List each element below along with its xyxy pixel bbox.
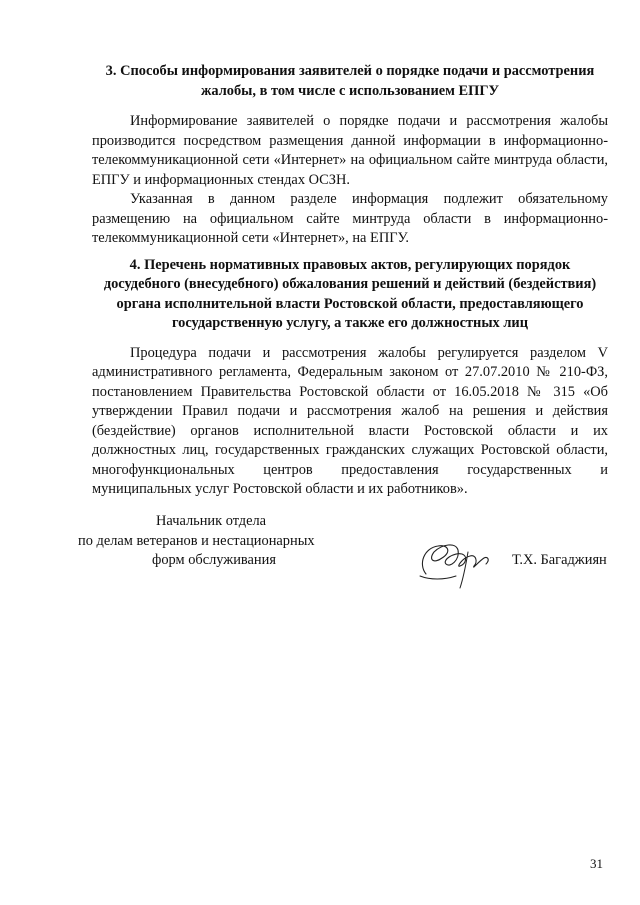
position-line-3: форм обслуживания xyxy=(152,552,276,568)
signer-name: Т.Х. Багаджиян xyxy=(512,552,607,568)
section-3-heading: 3. Способы информирования заявителей о порядке подачи и рассмотрения жалобы, в том числе с использованием ЕПГУ xyxy=(105,63,595,99)
signatory-position xyxy=(78,512,338,571)
section-3-paragraph-2: Указанная в данном разделе информация подлежит обязательному размещению на официальном сайте минтруда области в информационно-телекоммуникационной сети «Интернет», на ЕПГУ. xyxy=(92,191,608,246)
section-4-heading: 4. Перечень нормативных правовых актов, регулирующих порядок досудебного (внесудебного) обжалования решений и действий (бездействия) органа исполнительной власти Ростовской области, предоставляющего государственную услугу, а также его должностных лиц xyxy=(103,256,597,331)
page-number: 31 xyxy=(590,856,603,871)
handwritten-signature xyxy=(412,534,496,592)
position-line-1: Начальник отдела xyxy=(156,513,267,529)
section-4-paragraph-1: Процедура подачи и рассмотрения жалобы регулируется разделом V административного регламента, Федеральным законом от 27.07.2010 № 210-ФЗ, постановлением Правительства Ростовской области от 16.05.2018 № 315 «Об утверждении Правил подачи и рассмотрения жалоб на решения и действия (бездействие) органов исполнительной власти Ростовской области и их должностных лиц, государственных гражданских служащих Ростовской области, многофункциональных центров предоставления государственных и муниципальных услуг Ростовской области и их работников». xyxy=(92,344,608,497)
document-body xyxy=(92,62,608,500)
section-3-paragraph-1: Информирование заявителей о порядке подачи и рассмотрения жалобы производится посредством размещения данной информации в информационно-телекоммуникационной сети «Интернет» на официальном сайте минтруда области, ЕПГУ и информационных стендах ОСЗН. xyxy=(92,113,608,188)
position-line-2: по делам ветеранов и нестационарных xyxy=(78,532,315,549)
